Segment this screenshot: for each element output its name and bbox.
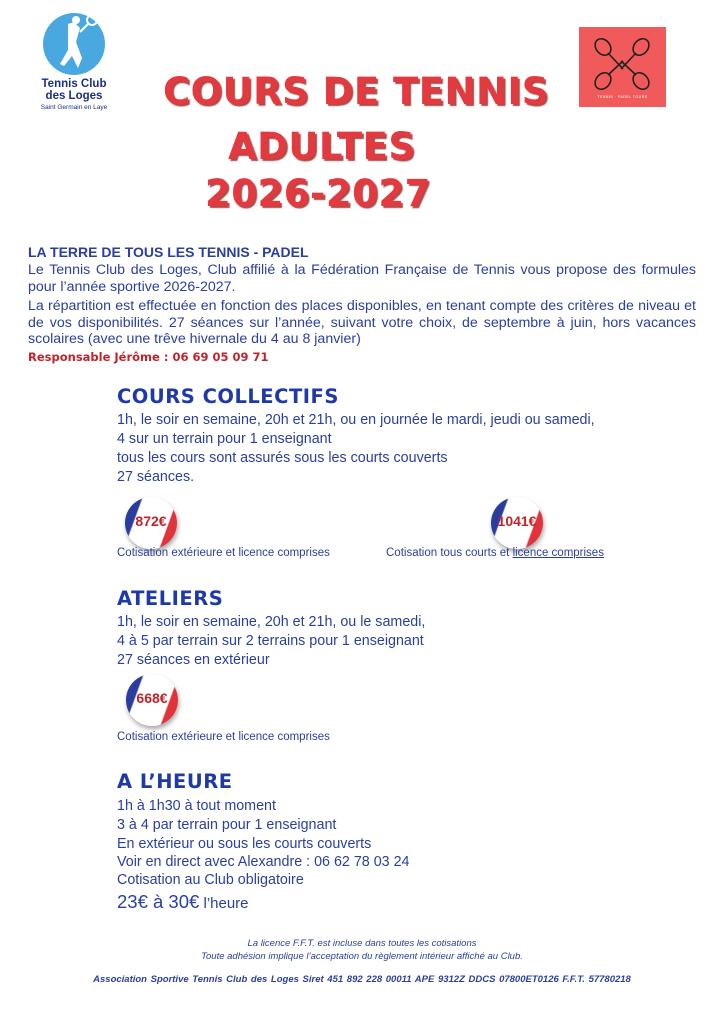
heure-line: En extérieur ou sous les courts couverts bbox=[117, 836, 372, 852]
collectifs-line: 27 séances. bbox=[117, 469, 195, 485]
section-title-heure: A L’HEURE bbox=[117, 770, 233, 793]
logo-name-line1: Tennis Club bbox=[41, 78, 107, 90]
price-value: 668€ bbox=[136, 690, 168, 706]
collectifs-line: 1h, le soir en semaine, 20h et 21h, ou en journée le mardi, jeudi ou samedi, bbox=[117, 412, 595, 428]
heure-line: Voir en direct avec Alexandre : 06 62 78 03 24 bbox=[117, 854, 410, 870]
collectifs-line: tous les cours sont assurés sous les courts couverts bbox=[117, 450, 448, 466]
footer-note-licence: La licence F.F.T. est incluse dans toutes les cotisations bbox=[247, 938, 477, 949]
title-line-1: COURS DE TENNIS bbox=[163, 70, 549, 113]
club-logo bbox=[24, 12, 124, 112]
price-badge-872 bbox=[125, 497, 177, 549]
padel-logo-caption: TENNIS · PADEL TOURS bbox=[597, 95, 648, 99]
price-badge-1041 bbox=[491, 497, 543, 549]
price-value: 872€ bbox=[135, 513, 167, 529]
heure-price-value: 23€ à 30€ bbox=[117, 891, 200, 912]
heure-price bbox=[117, 891, 249, 913]
licence-link[interactable]: licence comprises bbox=[512, 547, 604, 559]
logo-location: Saint Germain en Laye bbox=[40, 104, 108, 111]
price-caption: Cotisation extérieure et licence comprises bbox=[117, 731, 330, 743]
section-title-ateliers: ATELIERS bbox=[117, 587, 224, 610]
title-line-3: 2026-2027 bbox=[205, 172, 431, 215]
intro-heading: LA TERRE DE TOUS LES TENNIS - PADEL bbox=[28, 244, 309, 260]
footer-association: Association Sportive Tennis Club des Loges Siret 451 892 228 00011 APE 9312Z DDCS 07800ET0126 F.F.T. 57780218 bbox=[93, 974, 631, 985]
section-title-collectifs: COURS COLLECTIFS bbox=[117, 385, 339, 408]
ateliers-line: 4 à 5 par terrain sur 2 terrains pour 1 enseignant bbox=[117, 633, 424, 649]
intro-paragraph-1: Le Tennis Club des Loges, Club affilié à la Fédération Française de Tennis vous propose des formules pour l’année sportive 2026-2027. bbox=[28, 262, 696, 295]
logo-name-line2: des Loges bbox=[45, 90, 103, 102]
heure-line: 3 à 4 par terrain pour 1 enseignant bbox=[117, 817, 337, 833]
heure-line: 1h à 1h30 à tout moment bbox=[117, 798, 276, 814]
ateliers-line: 27 séances en extérieur bbox=[117, 652, 270, 668]
price-caption: Cotisation extérieure et licence comprises bbox=[117, 547, 330, 559]
price-badge-668 bbox=[126, 674, 178, 726]
ateliers-line: 1h, le soir en semaine, 20h et 21h, ou le samedi, bbox=[117, 614, 426, 630]
price-value: 1041€ bbox=[497, 513, 537, 529]
footer-note-reglement: Toute adhésion implique l’acceptation du règlement intérieur affiché au Club. bbox=[201, 951, 523, 962]
collectifs-line: 4 sur un terrain pour 1 enseignant bbox=[117, 431, 332, 447]
responsable-contact: Responsable Jérôme : 06 69 05 09 71 bbox=[28, 350, 269, 364]
price-caption bbox=[386, 547, 604, 559]
padel-logo bbox=[579, 27, 666, 107]
heure-price-suffix: l’heure bbox=[199, 895, 249, 912]
heure-line: Cotisation au Club obligatoire bbox=[117, 872, 304, 888]
intro-paragraph-2: La répartition est effectuée en fonction des places disponibles, en tenant compte des critères de niveau et de vos disponibilités. 27 séances sur l’année, suivant votre choix, de septembre à juin, hors vacances scolaires (avec une trêve hivernale du 4 au 8 janvier) bbox=[28, 298, 696, 347]
price-caption-text: Cotisation tous courts et bbox=[386, 547, 513, 559]
title-line-2: ADULTES bbox=[228, 125, 416, 168]
